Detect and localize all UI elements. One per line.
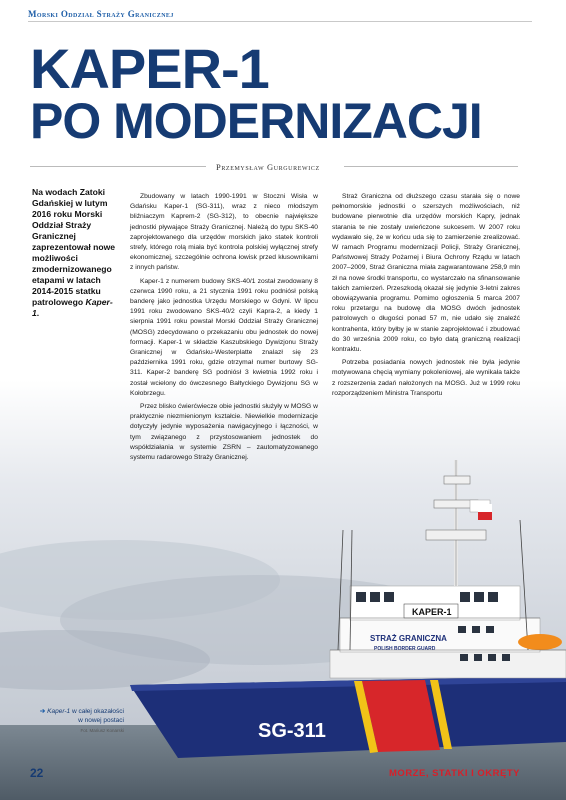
- section-header: Morski Oddział Straży Granicznej: [28, 9, 174, 19]
- paragraph: Przez blisko ćwierćwiecze obie jednostki służyły w MOSG w praktycznie niezmienionym kształcie. Niewielkie modernizacje dotyczyły jedynie wyposażenia nawigacyjnego i łączności, w tym związanego z przystosowaniem jednostek do współdziałania w systemie ZSRN – zautomatyzowanego systemu radarowego Straży Granicznej.: [130, 403, 318, 462]
- caption-text: w całej okazałości w nowej postaci: [71, 708, 124, 724]
- byline-rule-right: [344, 166, 518, 167]
- paragraph: Zbudowany w latach 1990-1991 w Stoczni Wisła w Gdańsku Kaper-1 (SG-311), wraz z nieco młodszym bliźniaczym Kaprem-2 (SG-312), to obecnie największe jednostki pływające Straży Granicznej. Należą do typu SKS-40 zaprojektowanego dla urzędów morskich jako statek kontroli strefy, którego rolą miała być kontrola polskiej wyłącznej strefy ekonomicznej, szczególnie ochrona łowisk przed kłusownikami z innych państw.: [130, 193, 318, 272]
- hull-number: SG-311: [258, 720, 326, 742]
- byline-rule-left: [30, 166, 206, 167]
- paragraph: Kaper-1 z numerem budowy SKS-40/1 został zwodowany 8 czerwca 1990 roku, a 21 stycznia 1991 roku podniósł polską banderę jako jednostka Urzędu Morskiego w Gdyni. W lipcu 1991 roku zwodowano SKS-40/2 czyli Kapra-2, a kiedy 1 sierpnia 1991 roku powstał Morski Oddział Straży Granicznej (MOSG) zdecydowano o przekazaniu obu jednostek do nowej formacji. Kaper-1 w składzie Kaszubskiego Dywizjonu Straży Granicznej w Gdańsku-Westerplatte znalazł się 23 października 1991 roku, gdzie otrzymał numer burtowy SG-311. Kaper-2 banderę SG podniósł 3 kwietnia 1992 roku i został wcielony do ówczesnego Bałtyckiego Dywizjonu SG w Kołobrzegu.: [130, 277, 318, 397]
- caption-ship-name: Kaper-1: [47, 708, 71, 715]
- page-number: 22: [30, 766, 44, 780]
- lead-text: Na wodach Zatoki Gdańskiej w lutym 2016 roku Morski Oddział Straży Granicznej zaprezentował nowe możliwości zmodernizowanego etapami w latach 2014-2015 statku patrolowego: [32, 187, 116, 307]
- article-column-1: [130, 192, 318, 466]
- byline: Przemysław Gurgurewicz: [216, 162, 320, 172]
- hull-sign-line1: STRAŻ GRANICZNA: [370, 634, 447, 643]
- photo-credit: Fot. Mariusz Konarski: [80, 728, 124, 733]
- title-line-2: PO MODERNIZACJI: [30, 93, 482, 149]
- lead-end: .: [36, 308, 40, 318]
- photo-caption: [34, 707, 124, 735]
- hull-sign-line2: POLISH BORDER GUARD: [374, 646, 436, 652]
- title-line-1: KAPER-1: [30, 37, 269, 100]
- paragraph: Straż Graniczna od dłuższego czasu starała się o nowe pełnomorskie jednostki o szerszych możliwościach, niż budowane pierwotnie dla urzędów morskich Kapry, jednak starania te nie zostały uwieńczone sukcesem. W 2007 roku wydawało się, że w końcu uda się to zamierzenie zrealizować. W ramach Programu modernizacji Policji, Straży Granicznej, Państwowej Straży Pożarnej i Biura Ochrony Rządu w latach 2007–2009, Straż Graniczna miała zagwarantowane 258,9 mln zł na nowe środki transportu, co wystarczało na sfinansowanie takich zamierzeń. Przeszkodą okazał się jedynie 3-letni zakres obowiązywania programu. Pomimo ogłoszenia 5 marca 2007 roku przetargu na budowę dla MOSG dwóch jednostek patrolowych o długości ponad 57 m, nie udało się znaleźć kontrahenta, który byłby je w stanie zaprojektować i zbudować do 30 września 2009 roku, co było datą graniczną realizacji kontraktu.: [332, 193, 520, 354]
- lead-ship-name: Kaper-1: [32, 297, 113, 318]
- article-column-2: [332, 192, 520, 402]
- header-rule: [28, 21, 532, 22]
- bridge-name: KAPER-1: [412, 607, 452, 617]
- arrow-right-icon: ➔: [39, 708, 46, 715]
- lead-paragraph: [32, 187, 118, 319]
- paragraph: Potrzeba posiadania nowych jednostek nie była jedynie motywowana chęcią wymiany pokoleniowej, ale wynikała także z rozszerzenia zadań nałożonych na MOSG. Już w 1999 roku rozporządzeniem Ministra Transportu: [332, 359, 520, 397]
- magazine-name: MORZE, STATKI I OKRĘTY: [389, 768, 520, 779]
